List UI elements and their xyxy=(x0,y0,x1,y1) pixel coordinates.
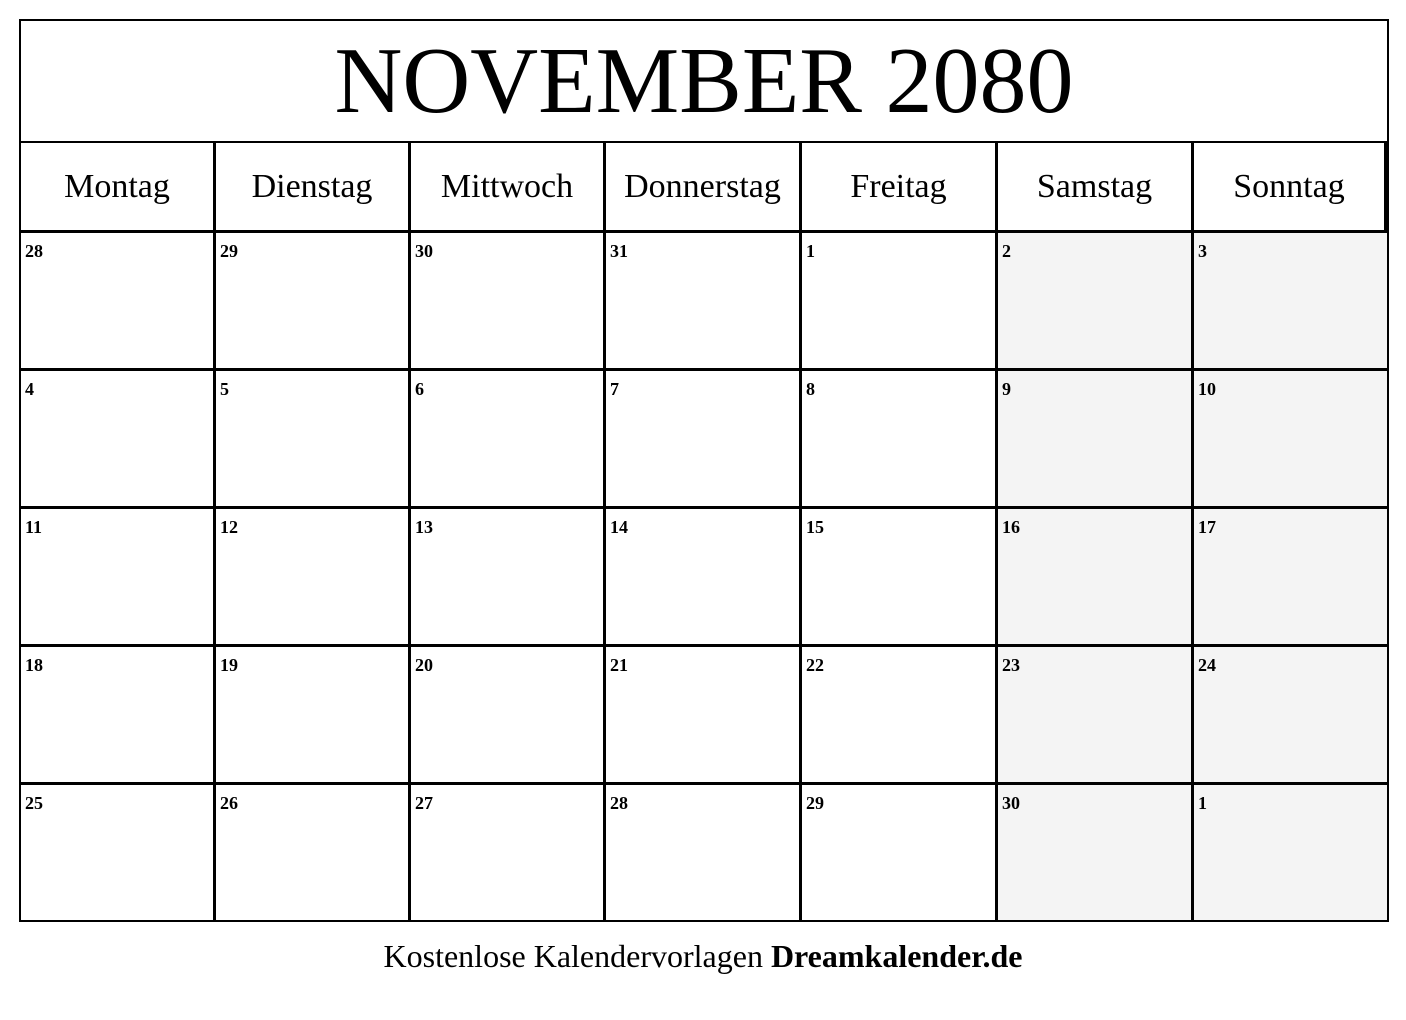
day-number: 30 xyxy=(1002,793,1020,813)
footer xyxy=(0,938,1406,975)
day-number: 12 xyxy=(220,517,238,537)
calendar-title: NOVEMBER 2080 xyxy=(21,21,1387,143)
day-cell xyxy=(21,233,216,371)
day-number: 31 xyxy=(610,241,628,261)
weekday-header: Montag xyxy=(21,143,216,233)
day-cell xyxy=(1194,647,1387,785)
day-cell xyxy=(216,233,411,371)
day-cell xyxy=(1194,233,1387,371)
day-number: 5 xyxy=(220,379,229,399)
day-number: 9 xyxy=(1002,379,1011,399)
day-number: 8 xyxy=(806,379,815,399)
day-cell xyxy=(998,509,1194,647)
day-number: 1 xyxy=(806,241,815,261)
day-number: 29 xyxy=(220,241,238,261)
day-number: 2 xyxy=(1002,241,1011,261)
day-number: 11 xyxy=(25,517,43,537)
day-cell xyxy=(21,509,216,647)
day-number: 15 xyxy=(806,517,824,537)
day-number: 22 xyxy=(806,655,824,675)
day-cell xyxy=(21,647,216,785)
day-number: 24 xyxy=(1198,655,1216,675)
weekday-header: Sonntag xyxy=(1194,143,1387,233)
day-number: 23 xyxy=(1002,655,1020,675)
day-cell xyxy=(411,647,606,785)
day-cell xyxy=(411,371,606,509)
day-number: 14 xyxy=(610,517,628,537)
day-cell xyxy=(216,785,411,920)
day-cell xyxy=(1194,371,1387,509)
day-cell xyxy=(21,371,216,509)
day-number: 19 xyxy=(220,655,238,675)
day-number: 17 xyxy=(1198,517,1216,537)
day-cell xyxy=(216,371,411,509)
day-number: 29 xyxy=(806,793,824,813)
day-cell xyxy=(606,509,802,647)
day-cell xyxy=(411,785,606,920)
calendar-grid xyxy=(21,143,1387,920)
day-cell xyxy=(216,509,411,647)
day-cell xyxy=(1194,785,1387,920)
day-number: 10 xyxy=(1198,379,1216,399)
day-cell xyxy=(802,233,998,371)
day-number: 30 xyxy=(415,241,433,261)
day-cell xyxy=(411,509,606,647)
weekday-header: Samstag xyxy=(998,143,1194,233)
weekday-header: Mittwoch xyxy=(411,143,606,233)
footer-text: Kostenlose Kalendervorlagen xyxy=(383,938,763,974)
weekday-header: Dienstag xyxy=(216,143,411,233)
day-number: 25 xyxy=(25,793,43,813)
day-number: 28 xyxy=(25,241,43,261)
day-number: 6 xyxy=(415,379,424,399)
day-cell xyxy=(802,647,998,785)
day-number: 16 xyxy=(1002,517,1020,537)
day-cell xyxy=(21,785,216,920)
day-cell xyxy=(216,647,411,785)
day-number: 13 xyxy=(415,517,433,537)
day-cell xyxy=(802,785,998,920)
weekday-header: Freitag xyxy=(802,143,998,233)
day-cell xyxy=(1194,509,1387,647)
day-number: 18 xyxy=(25,655,43,675)
day-cell xyxy=(998,233,1194,371)
calendar xyxy=(19,19,1389,922)
day-cell xyxy=(606,647,802,785)
day-number: 4 xyxy=(25,379,34,399)
day-number: 1 xyxy=(1198,793,1207,813)
day-cell xyxy=(606,785,802,920)
day-number: 28 xyxy=(610,793,628,813)
day-number: 26 xyxy=(220,793,238,813)
day-cell xyxy=(998,371,1194,509)
footer-brand[interactable]: Dreamkalender.de xyxy=(770,938,1023,974)
weekday-header: Donnerstag xyxy=(606,143,802,233)
day-cell xyxy=(998,647,1194,785)
day-number: 27 xyxy=(415,793,433,813)
day-number: 20 xyxy=(415,655,433,675)
day-cell xyxy=(411,233,606,371)
day-cell xyxy=(998,785,1194,920)
day-number: 7 xyxy=(610,379,619,399)
day-cell xyxy=(802,371,998,509)
day-cell xyxy=(802,509,998,647)
day-number: 21 xyxy=(610,655,628,675)
day-number: 3 xyxy=(1198,241,1207,261)
day-cell xyxy=(606,233,802,371)
day-cell xyxy=(606,371,802,509)
